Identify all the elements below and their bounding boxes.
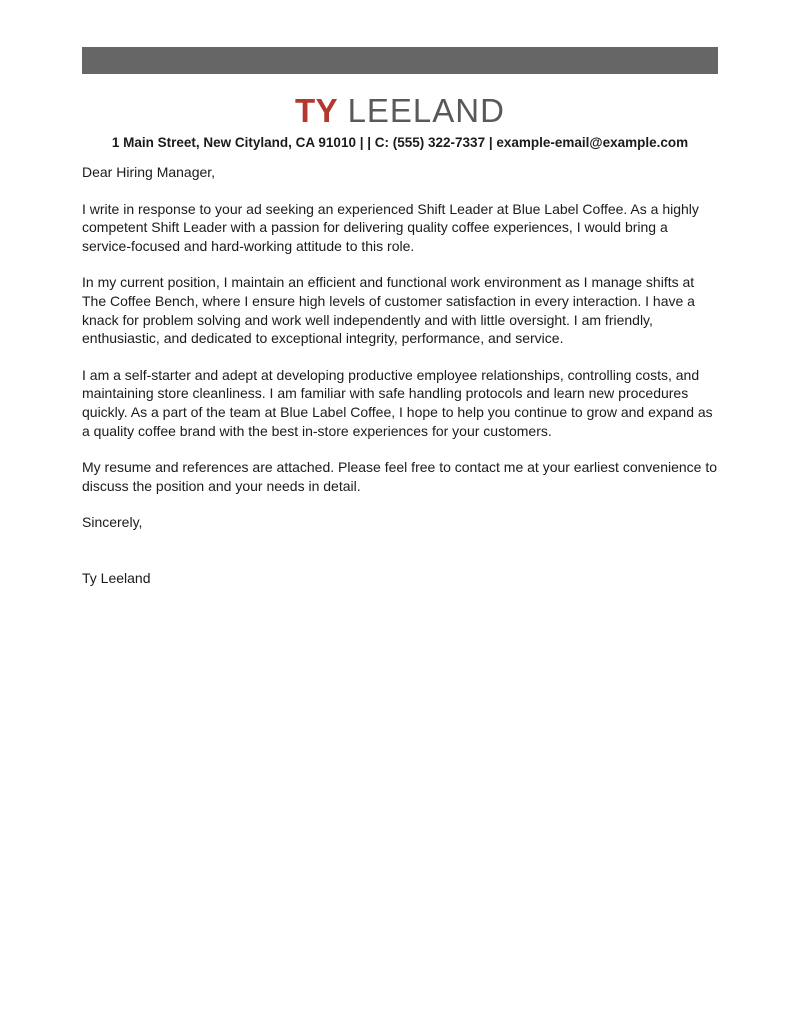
letter-paragraph-2: In my current position, I maintain an efficient and functional work environment as I manage shifts at The Coffee Bench, where I ensure high levels of customer satisfaction in every interaction. I have a knack for problem solving and work well independently and with little oversight. I am friendly, enthusiastic, and dedicated to exceptional integrity, performance, and service.: [82, 274, 695, 347]
letter-body: [82, 163, 718, 588]
letter-salutation: Dear Hiring Manager,: [82, 164, 216, 180]
header-accent-bar: [82, 47, 718, 74]
letter-closing: Sincerely,: [82, 514, 143, 531]
letterhead-first-name: TY: [295, 92, 338, 129]
letterhead-last-name: LEELAND: [347, 92, 505, 129]
letter-paragraph-3: I am a self-starter and adept at developing productive employee relationships, controlling costs, and maintaining store cleanliness. I am familiar with safe handling protocols and learn new procedures quickly. As a part of the team at Blue Label Coffee, I hope to help you continue to grow and expand as a quality coffee brand with the best in-store experiences for your customers.: [82, 366, 713, 439]
letter-paragraph-4: My resume and references are attached. Please feel free to contact me at your earliest convenience to discuss the position and your needs in detail.: [82, 459, 718, 494]
letterhead-name: [82, 93, 718, 129]
letter-signature-name: Ty Leeland: [82, 569, 151, 586]
letterhead-contact-line: 1 Main Street, New Cityland, CA 91010 | | C: (555) 322-7337 | example-email@example.com: [111, 135, 689, 150]
letter-paragraph-1: I write in response to your ad seeking an experienced Shift Leader at Blue Label Coffee. As a highly competent Shift Leader with a passion for delivering quality coffee experiences, I would bring a service-focused and hard-working attitude to this role.: [82, 200, 699, 254]
